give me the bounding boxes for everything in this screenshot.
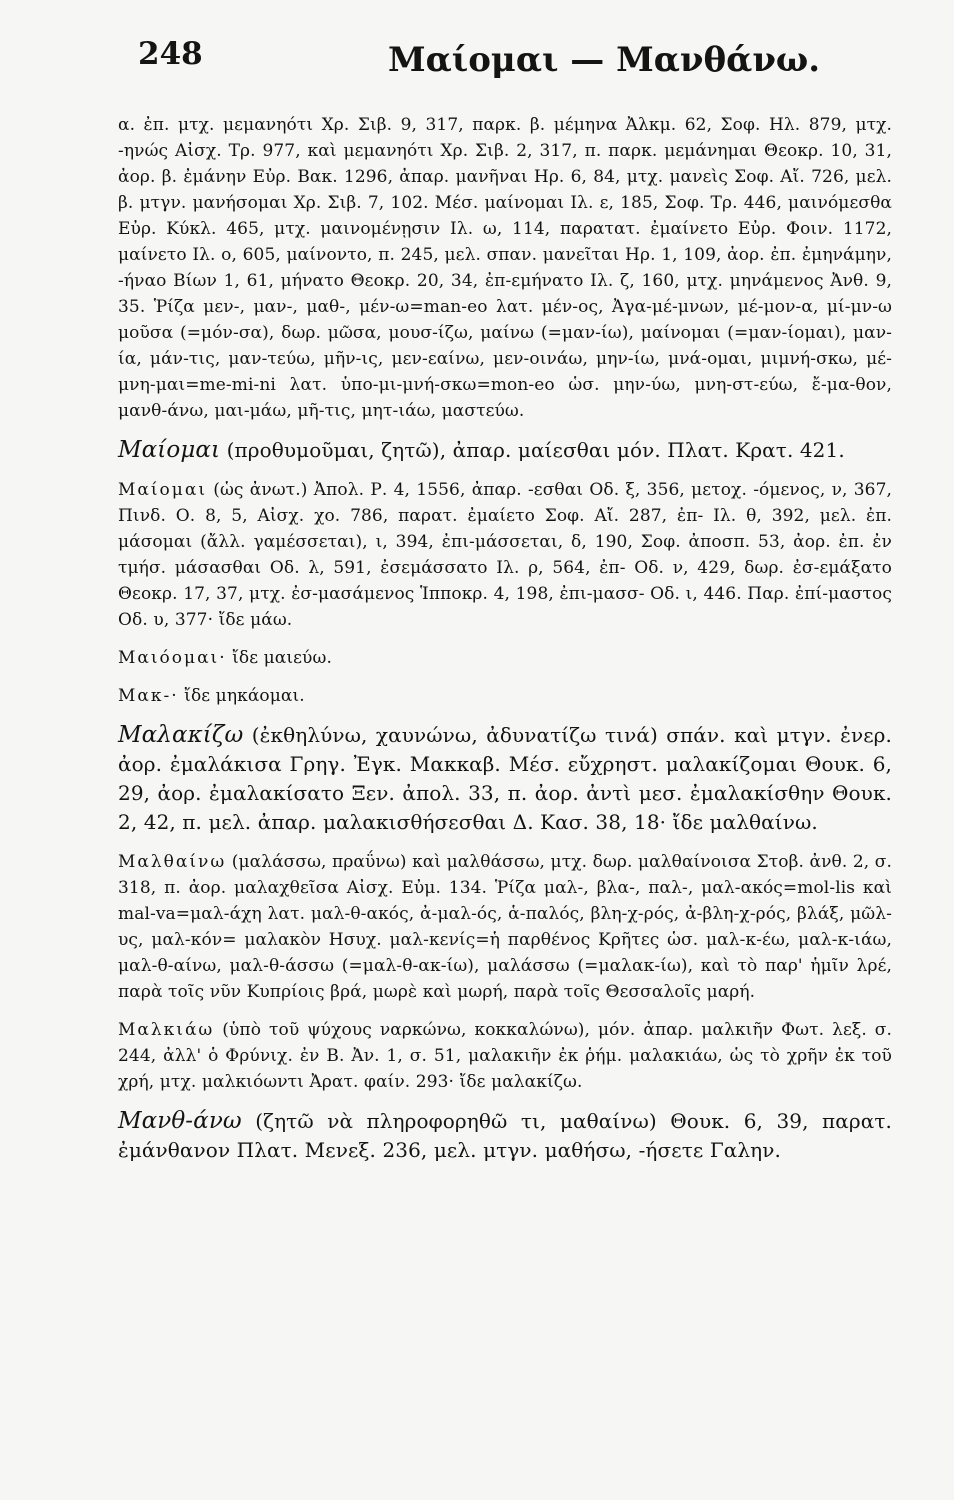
entry-lemma: Μαλθαίνω — [118, 852, 227, 872]
entry-lemma: Μαλκιάω — [118, 1020, 215, 1040]
entry-mak — [118, 683, 892, 709]
entry-lemma: Μαλακίζω — [118, 722, 244, 748]
entry-lemma: Μανθ-άνω — [118, 1108, 242, 1134]
entry-malkiao — [118, 1017, 892, 1095]
page-header — [118, 36, 892, 90]
entry-maino-continued — [118, 112, 892, 424]
entry-lemma: Μαίομαι — [118, 480, 207, 500]
entry-text: ἴδε μηκάομαι. — [178, 686, 305, 706]
entry-lemma: Μακ-· — [118, 686, 179, 706]
entry-text: (ὡς ἀνωτ.) Ἀπολ. Ρ. 4, 1556, ἀπαρ. -εσθαι Οδ. ξ, 356, μετοχ. -όμενος, ν, 367, Πινδ. Ο. 8, 5, Αἰσχ. χο. 786, παρατ. ἐμαίετο Σοφ. Αἴ. 287, ἐπ- Ιλ. θ, 392, μελ. ἐπ. μάσομαι (ἄλλ. γαμέσσεται), ι, 394, ἐπι-μάσσεται, δ, 190, Σοφ. ἀποσπ. 53, ἀορ. ἐπ. ἐν τμήσ. μάσασθαι Οδ. λ, 591, ἐσεμάσσατο Ιλ. ρ, 564, ἐπ- Οδ. ν, 429, δωρ. ἐσ-εμάξατο Θεοκρ. 17, 37, μτχ. ἐσ-μασάμενος Ἱπποκρ. 4, 198, ἐπι-μασσ- Οδ. ι, 446. Παρ. ἐπί-μαστος Οδ. υ, 377· ἴδε μάω. — [118, 480, 892, 630]
entry-malakizo — [118, 721, 892, 837]
entry-text: (ἐκθηλύνω, χαυνώνω, ἀδυνατίζω τινά) σπάν. καὶ μτγν. ἐνερ. ἀορ. ἐμαλάκισα Γρηγ. Ἐγκ. Μακκαβ. Μέσ. εὔχρηστ. μαλακίζομαι Θουκ. 6, 29, ἀορ. ἐμαλακίσατο Ξεν. ἀπολ. 33, π. ἀορ. ἀντὶ μεσ. ἐμαλακίσθην Θουκ. 2, 42, π. μελ. ἀπαρ. μαλακισθήσεσθαι Δ. Κασ. 38, 18· ἴδε μαλθαίνω. — [118, 723, 892, 834]
entry-text: (μαλάσσω, πραΰνω) καὶ μαλθάσσω, μτχ. δωρ. μαλθαίνοισα Στοβ. ἀνθ. 2, σ. 318, π. ἀορ. μαλαχθεῖσα Αἰσχ. Εὐμ. 134. Ῥίζα μαλ-, βλα-, παλ-, μαλ-ακός=mol-lis καὶ mal-va=μαλ-άχη λατ. μαλ-θ-ακός, ἀ-μαλ-ός, ἁ-παλός, βλη-χ-ρός, ἀ-βλη-χ-ρός, βλάξ, μῶλ-υς, μαλ-κόν= μαλακὸν Ησυχ. μαλ-κενίς=ἡ παρθένος Κρῆτες ὡσ. μαλ-κ-έω, μαλ-κ-ιάω, μαλ-θ-αίνω, μαλ-θ-άσσω (=μαλ-θ-ακ-ίω), μαλάσσω (=μαλακ-ίω), καὶ τὸ παρ' ἡμῖν λρέ, παρὰ τοῖς νῦν Κυπρίοις βρά, μωρὲ καὶ μωρή, παρὰ τοῖς Θεσσαλοῖς μαρή. — [118, 852, 892, 1002]
page-number: 248 — [138, 36, 203, 72]
entry-text: ἴδε μαιεύω. — [226, 648, 332, 668]
entry-text: (ὑπὸ τοῦ ψύχους ναρκώνω, κοκκαλώνω), μόν. ἀπαρ. μαλκιῆν Φωτ. λεξ. σ. 244, ἀλλ' ὁ Φρύνιχ. ἐν Β. Ἀν. 1, σ. 51, μαλακιῆν ἐκ ῥήμ. μαλακιάω, ὡς τὸ χρῆν ἐκ τοῦ χρή, μτχ. μαλκιόωντι Ἀρατ. φαίν. 293· ἴδε μαλακίζω. — [118, 1020, 892, 1092]
entry-lemma: Μαιόομαι· — [118, 648, 227, 668]
entry-manthano — [118, 1107, 892, 1165]
entry-maiomai-def — [118, 436, 892, 465]
running-head: Μαίομαι — Μανθάνω. — [388, 40, 821, 80]
entry-text: (ζητῶ νὰ πληροφορηθῶ τι, μαθαίνω) Θουκ. 6, 39, παρατ. ἐμάνθανον Πλατ. Μενεξ. 236, μελ. μτγν. μαθήσω, -ήσετε Γαλην. — [118, 1109, 892, 1162]
entry-text: (προθυμοῦμαι, ζητῶ), ἀπαρ. μαίεσθαι μόν. Πλατ. Κρατ. 421. — [220, 438, 845, 462]
entry-maiodomai — [118, 645, 892, 671]
entry-maiomai — [118, 477, 892, 633]
entry-malthaino — [118, 849, 892, 1005]
entry-lemma: Μαίομαι — [118, 437, 221, 463]
entry-text: α. ἐπ. μτχ. μεμανηότι Χρ. Σιβ. 9, 317, παρκ. β. μέμηνα Ἀλκμ. 62, Σοφ. Ηλ. 879, μτχ. -ηνώς Αἰσχ. Τρ. 977, καὶ μεμανηότι Χρ. Σιβ. 2, 317, π. παρκ. μεμάνημαι Θεοκρ. 10, 31, ἀορ. β. ἐμάνην Εὐρ. Βακ. 1296, ἀπαρ. μανῆναι Ηρ. 6, 84, μτχ. μανεὶς Σοφ. Αἴ. 726, μελ. β. μτγν. μανήσομαι Χρ. Σιβ. 7, 102. Μέσ. μαίνομαι Ιλ. ε, 185, Σοφ. Τρ. 446, μαινόμεσθα Εὐρ. Κύκλ. 465, μτχ. μαινομένῃσιν Ιλ. ω, 114, παρατατ. ἐμαίνετο Εὐρ. Φοιν. 1172, μαίνετο Ιλ. ο, 605, μαίνοντο, π. 245, μελ. σπαν. μανεῖται Ηρ. 1, 109, ἀορ. ἐπ. ἐμηνάμην, -ήναο Βίων 1, 61, μήνατο Θεοκρ. 20, 34, ἐπ-εμήνατο Ιλ. ζ, 160, μτχ. μηνάμενος Ἀνθ. 9, 35. Ῥίζα μεν-, μαν-, μαθ-, μέν-ω=man-eo λατ. μέν-ος, Ἀγα-μέ-μνων, μέ-μον-α, μί-μν-ω μοῦσα (=μόν-σα), δωρ. μῶσα, μουσ-ίζω, μαίνω (=μαν-ίω), μαίνομαι (=μαν-ίομαι), μαν-ία, μάν-τις, μαν-τεύω, μῆν-ις, μεν-εαίνω, μεν-οινάω, μην-ίω, μνά-ομαι, μιμνή-σκω, μέ-μνη-μαι=me-mi-ni λατ. ὑπο-μι-μνή-σκω=mon-eo ὡσ. μην-ύω, μνη-στ-εύω, ἔ-μα-θον, μανθ-άνω, μαι-μάω, μῆ-τις, μητ-ιάω, μαστεύω. — [118, 115, 892, 421]
